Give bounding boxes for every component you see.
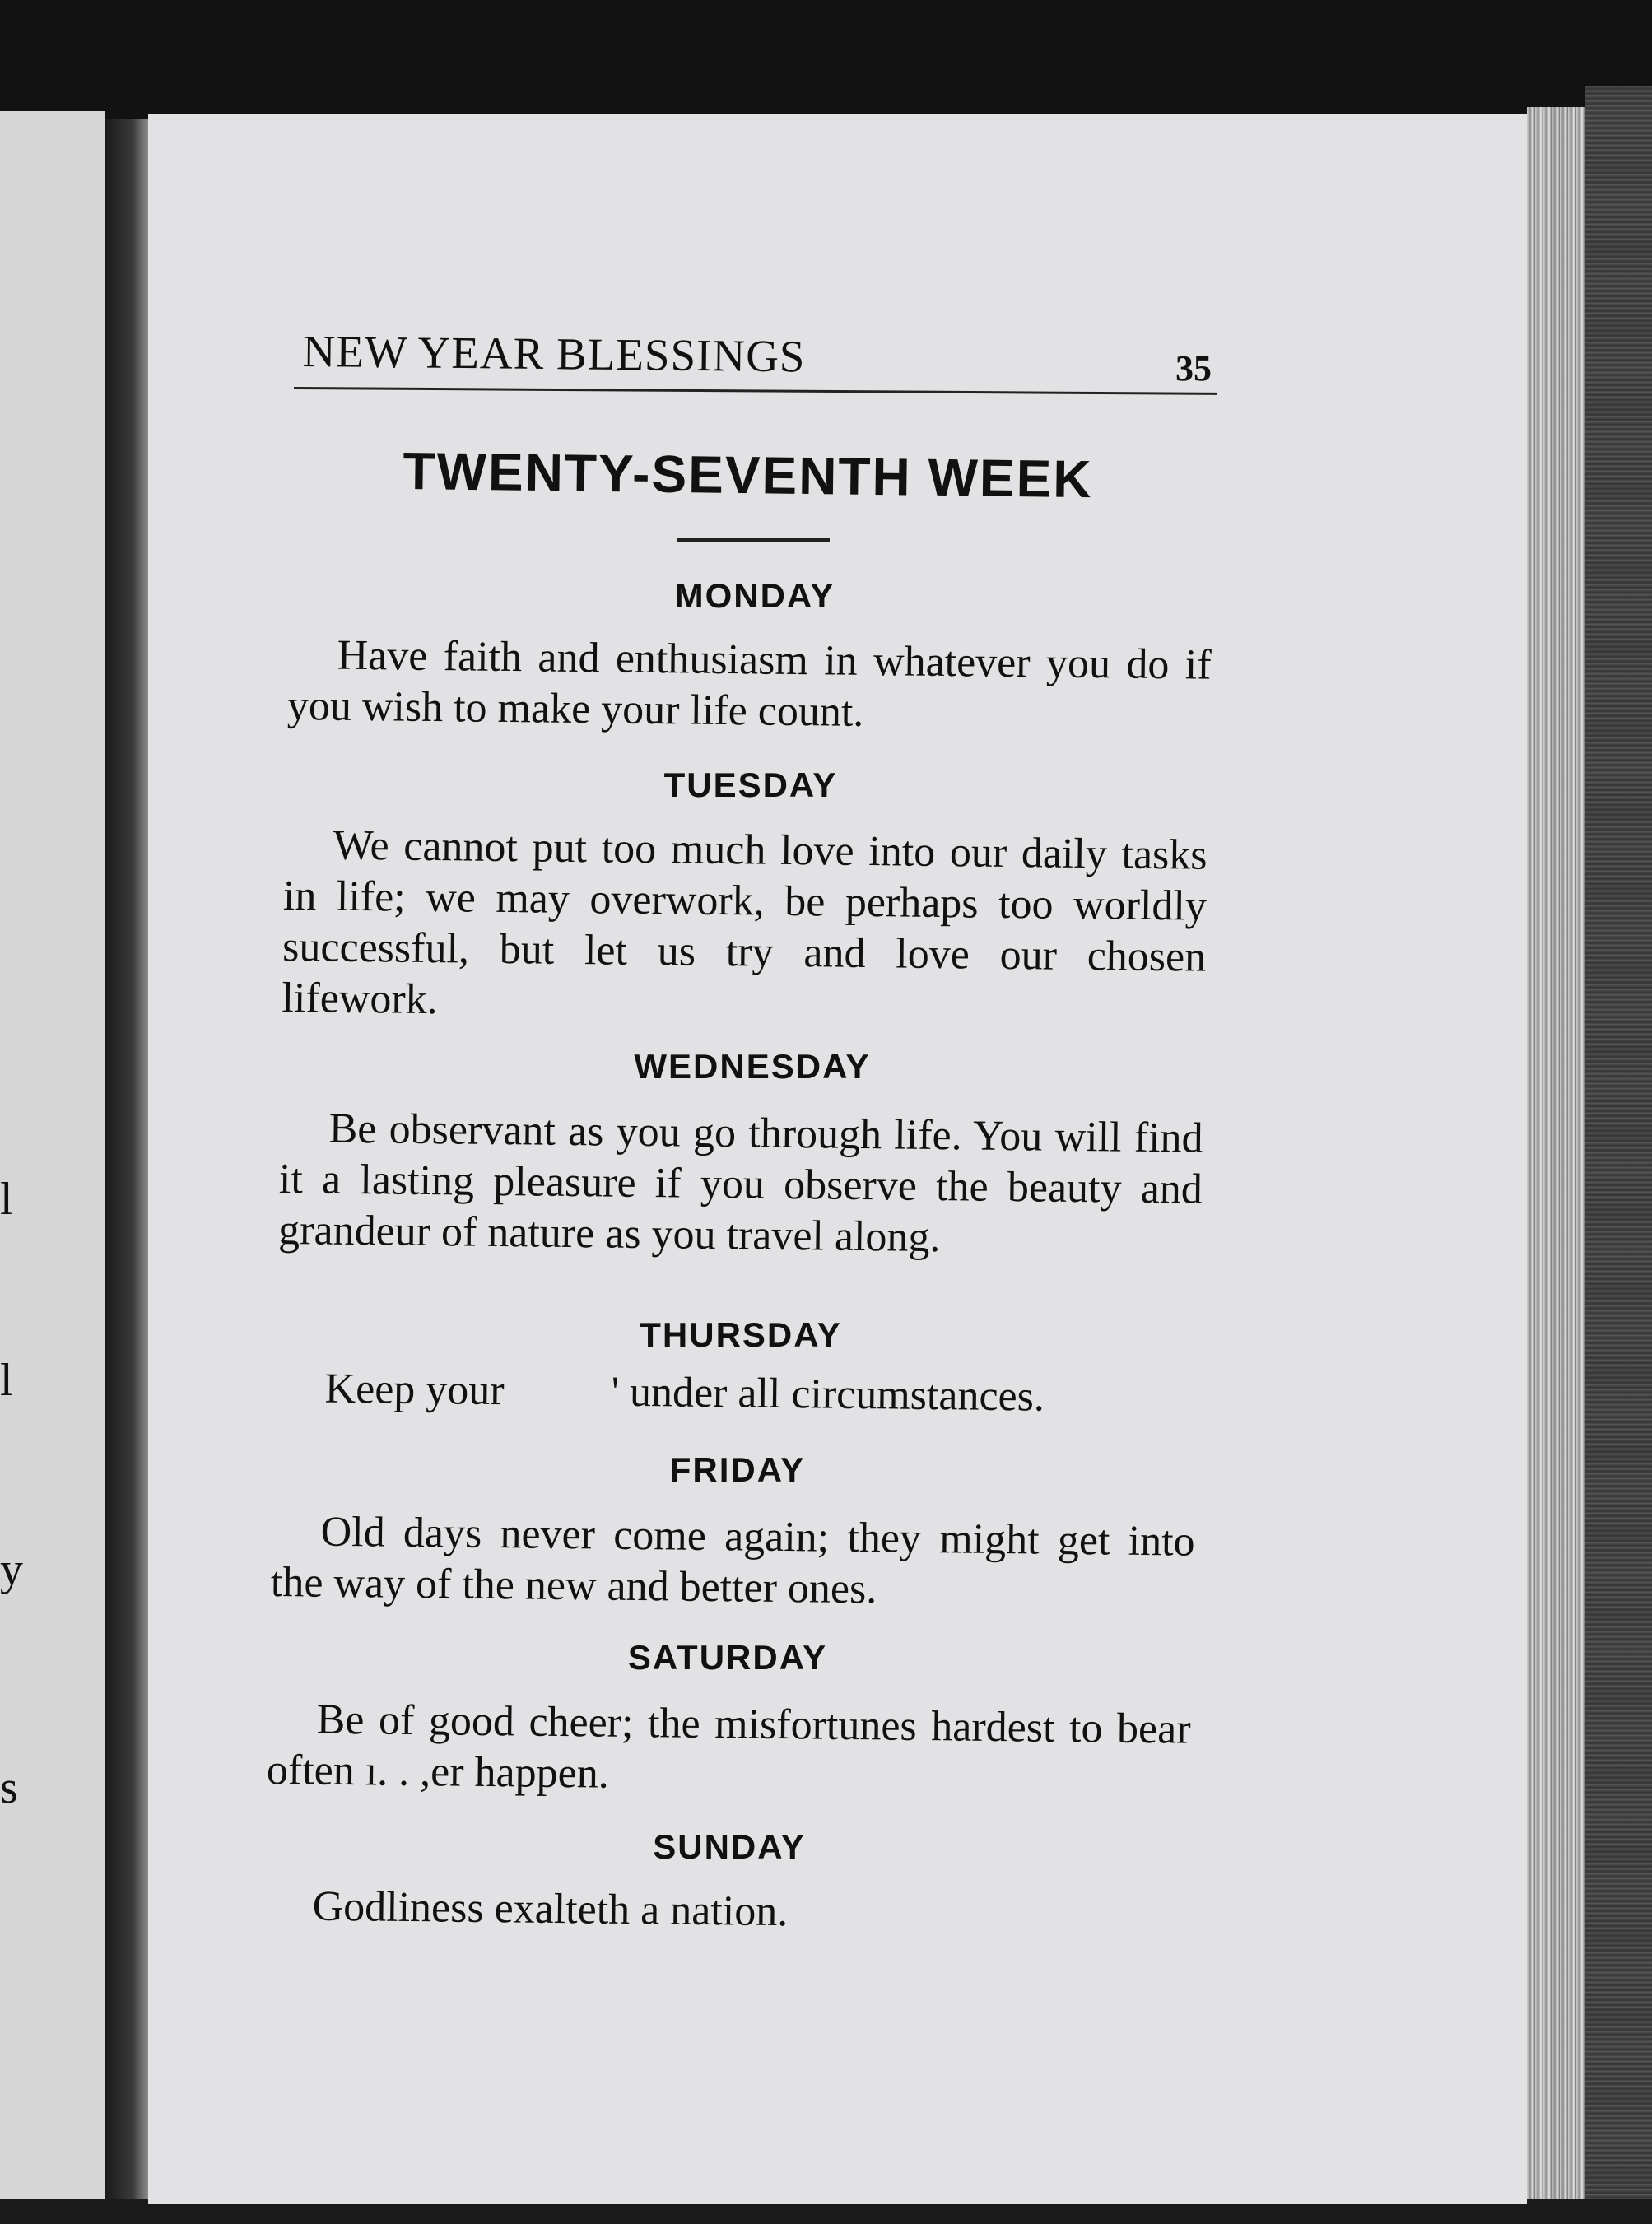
day-text-monday	[287, 630, 1212, 742]
day-heading-sunday: SUNDAY	[653, 1827, 806, 1866]
day-text-saturday-content: Be of good cheer; the misfortunes hardest to bear often ı. . ,er happen.	[266, 1696, 1191, 1798]
day-text-wednesday	[278, 1103, 1203, 1267]
day-text-thursday	[275, 1363, 1199, 1425]
day-text-tuesday-content: We cannot put too much love into our daily tasks in life; we may overwork, be perhaps too worldly successful, but let us try and love our chosen lifework.	[282, 821, 1208, 1024]
day-text-tuesday	[282, 820, 1208, 1035]
left-page-letter: l	[0, 1355, 13, 1406]
page-edges	[1527, 107, 1585, 2214]
day-heading-monday: MONDAY	[674, 576, 835, 615]
day-text-friday	[271, 1506, 1195, 1619]
left-facing-page	[0, 111, 105, 2206]
day-heading-saturday: SATURDAY	[627, 1638, 828, 1677]
day-text-sunday-content: Godliness exalteth a nation.	[312, 1882, 789, 1936]
book-gutter-shadow	[105, 119, 151, 2202]
day-heading-wednesday: WEDNESDAY	[634, 1047, 871, 1086]
day-text-friday-content: Old days never come again; they might get into the way of the new and better ones.	[270, 1508, 1195, 1613]
left-page-letter: s	[0, 1762, 18, 1813]
left-page-letter: y	[0, 1544, 23, 1595]
day-heading-thursday: THURSDAY	[640, 1315, 842, 1354]
day-text-thursday-content: Keep your ' under all circumstances.	[324, 1365, 1045, 1421]
day-text-sunday	[263, 1881, 1187, 1943]
day-text-saturday	[267, 1694, 1191, 1807]
day-text-monday-content: Have faith and enthusiasm in whatever you do if you wish to make your life count.	[286, 631, 1212, 736]
left-page-letter: l	[0, 1174, 13, 1225]
day-text-wednesday-content: Be observant as you go through life. You will find it a lasting pleasure if you observe the beauty and grandeur of nature as you travel along.	[277, 1105, 1203, 1262]
title-divider	[677, 538, 830, 542]
week-title: TWENTY-SEVENTH WEEK	[403, 440, 1093, 509]
book-cover-edge	[1585, 86, 1652, 2224]
day-heading-tuesday: TUESDAY	[663, 765, 838, 804]
day-heading-friday: FRIDAY	[669, 1450, 806, 1489]
page-number: 35	[1175, 348, 1212, 389]
running-head: NEW YEAR BLESSINGS	[302, 325, 806, 382]
